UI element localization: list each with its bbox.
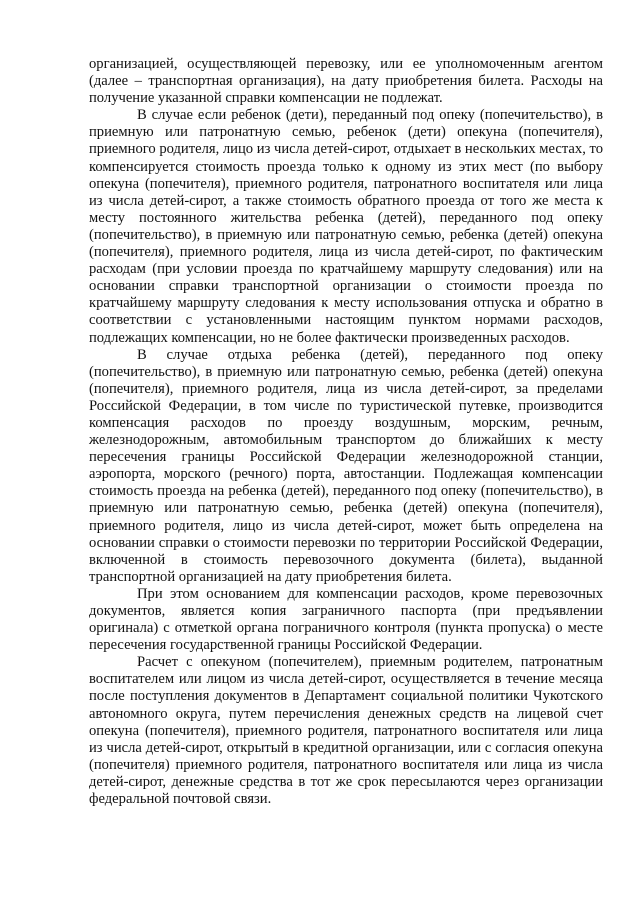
paragraph-multiple-locations: В случае если ребенок (дети), переданный под опеку (попечительство), в приемную или патронатную семью, ребенок (дети) опекуна (попечителя), приемного родителя, лицо из числа детей-сирот, отдыхает в нескольких местах, то компенсируется стоимость проезда только к одному из этих мест (по выбору опекуна (попечителя), приемного родителя, патронатного воспитателя или лица из числа детей-сирот, а также стоимость обратного проезда от того же места к месту постоянного жительства ребенка (детей), переданного под опеку (попечительство), в приемную или патронатную семью, ребенка (детей) опекуна (попечителя), приемного родителя, лица из числа детей-сирот, по фактическим расходам (при условии проезда по кратчайшему маршруту следования) или на основании справки транспортной организации о стоимости проезда по кратчайшему маршруту следования к месту использования отпуска и обратно в соответствии с установленными настоящим пунктом нормами расходов, подлежащих компенсации, но не более фактически произведенных расходов. [89,107,603,346]
paragraph-passport-basis: При этом основанием для компенсации расходов, кроме перевозочных документов, является копия заграничного паспорта (при предъявлении оригинала) с отметкой органа пограничного контроля (пункта пропуска) о месте пересечения государственной границы Российской Федерации. [89,585,603,654]
paragraph-continuation: организацией, осуществляющей перевозку, или ее уполномоченным агентом (далее – транспортная организация), на дату приобретения билета. Расходы на получение указанной справки компенсации не подлежат. [89,56,603,107]
paragraph-settlement: Расчет с опекуном (попечителем), приемным родителем, патронатным воспитателем или лицом из числа детей-сирот, осуществляется в течение месяца после поступления документов в Департамент социальной политики Чукотского автономного округа, путем перечисления денежных средств на лицевой счет опекуна (попечителя), приемного родителя, патронатного воспитателя или лица из числа детей-сирот, открытый в кредитной организации, или с согласия опекуна (попечителя) приемного родителя, патронатного воспитателя или лица из числа детей-сирот, денежные средства в тот же срок пересылаются через организации федеральной почтовой связи. [89,654,603,808]
document-page [89,56,603,808]
paragraph-abroad-travel: В случае отдыха ребенка (детей), переданного под опеку (попечительство), в приемную или патронатную семью, ребенка (детей) опекуна (попечителя), приемного родителя, лица из числа детей-сирот, за пределами Российской Федерации, в том числе по туристической путевке, производится компенсация расходов по проезду воздушным, морским, речным, железнодорожным, автомобильным транспортом до ближайших к месту пересечения границы Российской Федерации железнодорожной станции, аэропорта, морского (речного) порта, автостанции. Подлежащая компенсации стоимость проезда на ребенка (детей), переданного под опеку (попечительство), в приемную или патронатную семью, ребенка (детей) опекуна (попечителя), приемного родителя, лицо из числа детей-сирот, может быть определена на основании справки о стоимости перевозки по территории Российской Федерации, включенной в стоимость перевозочного документа (билета), выданной транспортной организацией на дату приобретения билета. [89,346,603,585]
